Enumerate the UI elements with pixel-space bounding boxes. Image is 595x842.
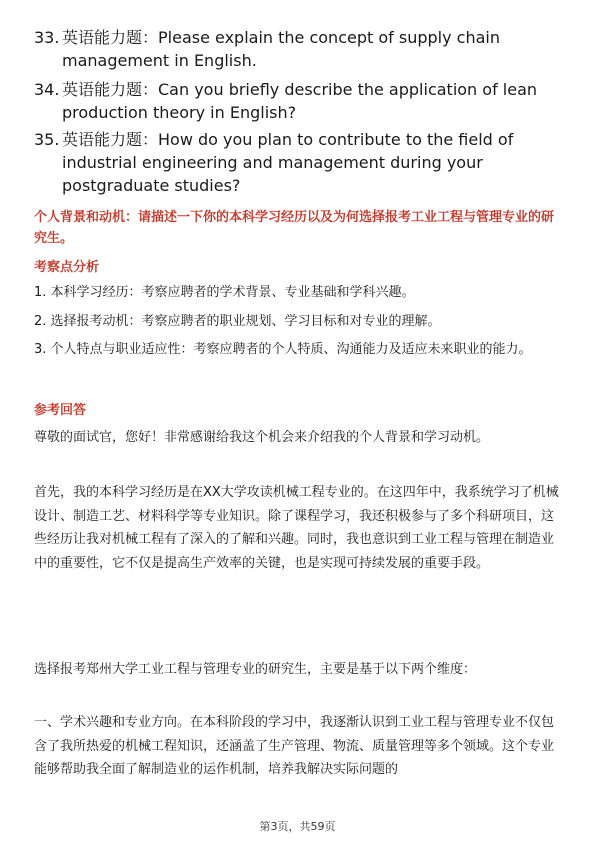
page-footer: 第3页，共59页 xyxy=(259,820,336,833)
answer-paragraph: 首先，我的本科学习经历是在XX大学攻读机械工程专业的。在这四年中，我系统学习了机械设计、制造工艺、材料科学等专业知识。除了课程学习，我还积极参与了多个科研项目，这些经历让我对机械工程有了深入的了解和兴趣。同时，我也意识到工业工程与管理在制造业中的重要性，它不仅是提高生产效率的关键，也是实现可持续发展的重要手段。 xyxy=(34,485,559,571)
analysis-title: 考察点分析 xyxy=(34,260,100,275)
answer-paragraph: 选择报考郑州大学工业工程与管理专业的研究生，主要是基于以下两个维度： xyxy=(34,662,477,677)
question-33 xyxy=(34,26,554,72)
analysis-item: 1. 本科学习经历：考察应聘者的学术背景、专业基础和学科兴趣。 xyxy=(34,285,415,300)
question-number: 34. xyxy=(34,80,60,99)
analysis-item: 2. 选择报考动机：考察应聘者的职业规划、学习目标和对专业的理解。 xyxy=(34,314,441,329)
question-text: 英语能力题：Please explain the concept of supply chain management in English. xyxy=(62,28,500,70)
question-text: 英语能力题：How do you plan to contribute to the field of industrial engineering and management during your postgraduate studies? xyxy=(62,130,514,195)
answer-title: 参考回答 xyxy=(34,403,87,418)
question-34 xyxy=(34,78,554,124)
answer-paragraph: 一、学术兴趣和专业方向。在本科阶段的学习中，我逐渐认识到工业工程与管理专业不仅包含了我所热爱的机械工程知识，还涵盖了生产管理、物流、质量管理等多个领域。这个专业能够帮助我全面了解制造业的运作机制，培养我解决实际问题的 xyxy=(34,715,555,777)
section-heading: 个人背景和动机：请描述一下你的本科学习经历以及为何选择报考工业工程与管理专业的研究生。 xyxy=(34,210,555,246)
answer-paragraph: 尊敬的面试官，您好！非常感谢给我这个机会来介绍我的个人背景和学习动机。 xyxy=(34,430,490,445)
analysis-item: 3. 个人特点与职业适应性：考察应聘者的个人特质、沟通能力及适应未来职业的能力。 xyxy=(34,342,532,357)
question-35 xyxy=(34,128,554,197)
question-text: 英语能力题：Can you briefly describe the application of lean production theory in English? xyxy=(62,80,538,122)
question-number: 35. xyxy=(34,130,60,149)
question-number: 33. xyxy=(34,28,60,47)
